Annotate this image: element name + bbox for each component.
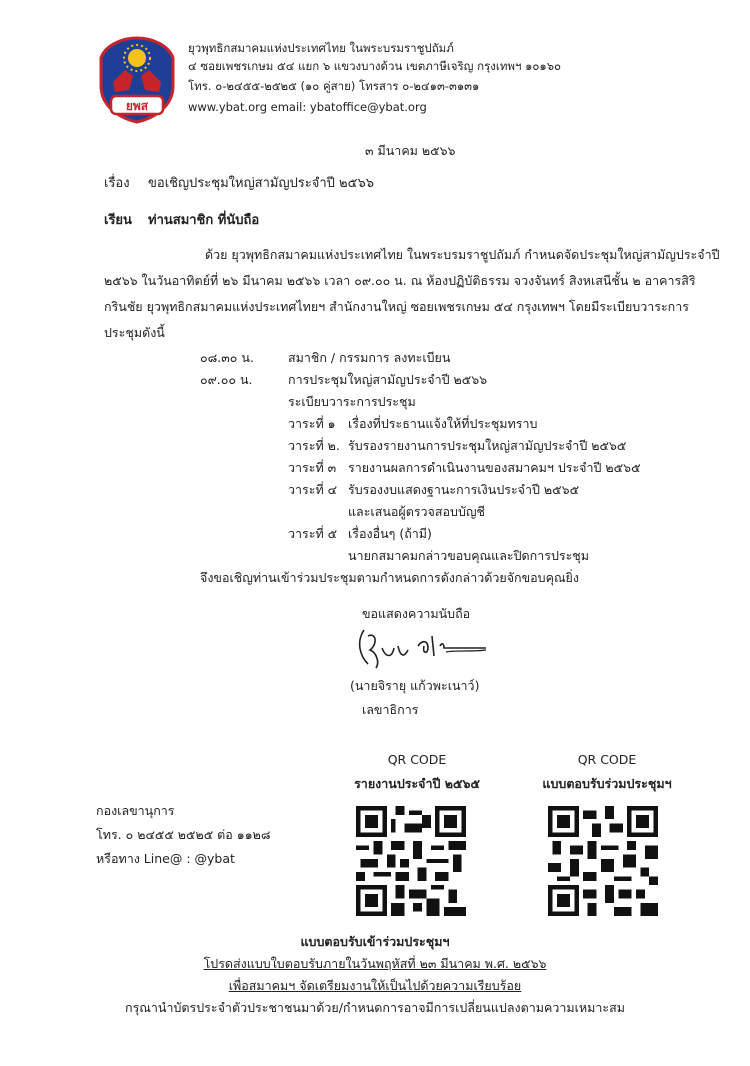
- footer-note: กรุณานำบัตรประจำตัวประชาชนมาด้วย/กำหนดการอาจมีการเปลี่ยนแปลงตามความเหมาะสม: [125, 1000, 625, 1015]
- agenda-item-text: เรื่องอื่นๆ (ถ้ามี): [348, 526, 432, 541]
- invitation-text: จึงขอเชิญท่านเข้าร่วมประชุมตามกำหนดการดังกล่าวด้วยจักขอบคุณยิ่ง: [200, 570, 579, 585]
- agenda-title: ระเบียบวาระการประชุม: [288, 394, 416, 409]
- schedule-event-2: การประชุมใหญ่สามัญประจำปี ๒๕๖๖: [288, 372, 488, 387]
- org-address: ๔ ซอยเพชรเกษม ๕๔ แยก ๖ แขวงบางด้วน เขตภาษีเจริญ กรุงเทพฯ ๑๐๑๖๐: [188, 59, 562, 73]
- signer-title: เลขาธิการ: [362, 702, 419, 717]
- qr-title-1: รายงานประจำปี ๒๕๖๕: [354, 776, 480, 791]
- to-text: ท่านสมาชิก ที่นับถือ: [148, 213, 260, 228]
- org-name: ยุวพุทธิกสมาคมแห่งประเทศไทย ในพระบรมราชูปถัมภ์: [188, 41, 454, 55]
- qr-code-response-form[interactable]: [548, 806, 658, 916]
- agenda-item-text: รับรองงบแสดงฐานะการเงินประจำปี ๒๕๖๕: [348, 482, 580, 497]
- footer-deadline: โปรดส่งแบบใบตอบรับภายในวันพฤหัสที่ ๒๓ มีนาคม พ.ศ. ๒๕๖๖: [203, 956, 547, 971]
- agenda-item-num: วาระที่ ๕: [288, 526, 338, 541]
- footer-title: แบบตอบรับเข้าร่วมประชุมฯ: [300, 934, 450, 949]
- contact-dept: กองเลขานุการ: [96, 803, 175, 818]
- contact-phone: โทร. ๐ ๒๔๕๕ ๒๕๒๕ ต่อ ๑๑๒๘: [96, 827, 271, 842]
- agenda-item-num: วาระที่ ๔: [288, 482, 338, 497]
- org-web-email: www.ybat.org email: ybatoffice@ybat.org: [188, 100, 427, 114]
- contact-line: หรือทาง Line@ : @ybat: [96, 851, 235, 866]
- schedule-time-1: ๐๘.๓๐ น.: [200, 350, 254, 365]
- qr-code-annual-report[interactable]: [356, 806, 466, 916]
- org-phone: โทร. ๐-๒๔๕๕-๒๕๒๕ (๑๐ คู่สาย) โทรสาร ๐-๒๔๑๓-๓๑๓๑: [188, 79, 480, 93]
- schedule-time-2: ๐๙.๐๐ น.: [200, 372, 253, 387]
- agenda-item-num: วาระที่ ๑: [288, 416, 336, 431]
- association-logo: [97, 34, 177, 124]
- agenda-item-num: วาระที่ ๓: [288, 460, 337, 475]
- agenda-item-text: และเสนอผู้ตรวจสอบบัญชี: [348, 504, 486, 519]
- subject-label: เรื่อง: [104, 176, 130, 191]
- letter-date: ๓ มีนาคม ๒๕๖๖: [365, 143, 456, 158]
- body-line-1: ด้วย ยุวพุทธิกสมาคมแห่งประเทศไทย ในพระบรมราชูปถัมภ์ กำหนดจัดประชุมใหญ่สามัญประจำปี: [205, 247, 720, 262]
- regards-text: ขอแสดงความนับถือ: [362, 606, 471, 621]
- agenda-item-text: รายงานผลการดำเนินงานของสมาคมฯ ประจำปี ๒๕๖๕: [348, 460, 641, 475]
- svg-text:ยพส: ยพส: [125, 99, 149, 113]
- qr-caption-2: QR CODE: [577, 752, 637, 767]
- agenda-item-text: เรื่องที่ประธานแจ้งให้ที่ประชุมทราบ: [348, 416, 538, 431]
- subject-text: ขอเชิญประชุมใหญ่สามัญประจำปี ๒๕๖๖: [148, 176, 374, 191]
- footer-purpose: เพื่อสมาคมฯ จัดเตรียมงานให้เป็นไปด้วยความเรียบร้อย: [228, 978, 522, 993]
- body-line-3: กรินชัย ยุวพุทธิกสมาคมแห่งประเทศไทยฯ สำนักงานใหญ่ ซอยเพชรเกษม ๕๔ กรุงเทพฯ โดยมีระเบียบวาระการ: [104, 299, 689, 314]
- signature-handwriting: [346, 622, 496, 672]
- schedule-event-1: สมาชิก / กรรมการ ลงทะเบียน: [288, 350, 451, 365]
- qr-title-2: แบบตอบรับร่วมประชุมฯ: [542, 776, 672, 791]
- signer-name: (นายจิรายุ แก้วพะเนาว์): [350, 678, 480, 693]
- qr-caption-1: QR CODE: [387, 752, 447, 767]
- to-label: เรียน: [104, 213, 132, 228]
- agenda-item-num: วาระที่ ๒.: [288, 438, 340, 453]
- agenda-closing: นายกสมาคมกล่าวขอบคุณและปิดการประชุม: [348, 548, 590, 563]
- body-line-2: ๒๕๖๖ ในวันอาทิตย์ที่ ๒๖ มีนาคม ๒๕๖๖ เวลา ๐๙.๐๐ น. ณ ห้องปฏิบัติธรรม จวงจันทร์ สิงหเสนีชั้น ๒ อาคารสิริ: [104, 273, 696, 288]
- body-line-4: ประชุมดังนี้: [104, 325, 165, 340]
- agenda-item-text: รับรองรายงานการประชุมใหญ่สามัญประจำปี ๒๕๖๕: [348, 438, 627, 453]
